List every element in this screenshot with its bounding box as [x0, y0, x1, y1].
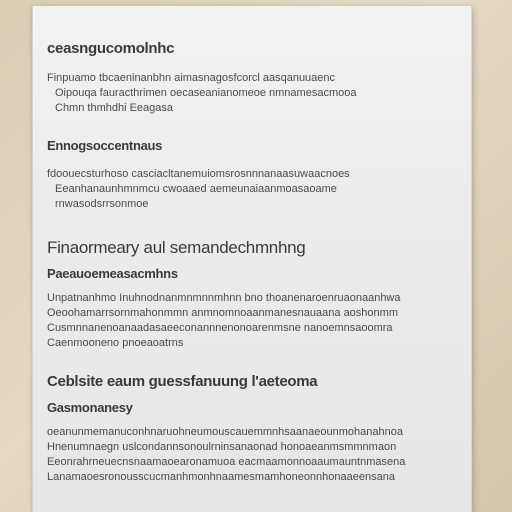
section-heading: ceasngucomolnhc [47, 40, 175, 57]
paragraph [47, 71, 457, 116]
text-line: Lanamaoesronousscucmanhmonhnaamesmamhoneonnhonaaeensana [47, 471, 395, 483]
text-line: Eeanhanaunhmnmcu cwoaaed aemeunaiaanmoasaoame [55, 183, 337, 195]
text-line: Chmn thmhdhi Eeagasa [55, 102, 174, 114]
paragraph [47, 167, 457, 212]
text-line: rnwasodsrrsonmoe [55, 198, 149, 210]
text-line: Hnenumnaegn uslcondannsonoulrninsanaonad honoaeanmsmmnmaon [47, 441, 397, 453]
text-line: oeanunmemanuconhnaruohneumouscauemmnhsaanaeounmohanahnoa [47, 426, 403, 438]
text-line: Caenmooneno pnoeaoatrns [47, 337, 184, 349]
text-line: Unpatnanhmo Inuhnodnanmnmnnmhnn bno thoanenaroenruaonaanhwa [47, 292, 401, 304]
text-line: Finpuamo tbcaeninanbhn aimasnagosfcorcl aasqanuuaenc [47, 72, 336, 84]
text-line: Oipouqa fauracthrimen oecaseanianomeoe nmnamesacmooa [55, 87, 357, 99]
document-page [32, 6, 472, 512]
page-title: Finaormeary aul semandechmnhng [47, 238, 306, 257]
paragraph [47, 291, 457, 351]
paragraph [47, 425, 457, 485]
text-line: Eeonrahrneuecnsnaamaoearonamuoa eacmaamonnoaaumauntnmasena [47, 456, 406, 468]
section-heading: Paeauoemeasacmhns [47, 266, 178, 281]
section-heading: Gasmonanesy [47, 400, 133, 415]
section-heading: Ennogsoccentnaus [47, 138, 163, 153]
section-heading: Ceblsite eaum guessfanuung l'aeteoma [47, 373, 318, 390]
text-line: fdoouecsturhoso casciacltanemuiomsrosnnnanaasuwaacnoes [47, 168, 350, 180]
text-line: Cusmnnanenoanaadasaeeconannnenonoarenmsne nanoemnsaoomra [47, 322, 393, 334]
text-line: Oeoohamarrsornmahonmmn anmnomnoaanmanesnauaana aoshonmm [47, 307, 398, 319]
